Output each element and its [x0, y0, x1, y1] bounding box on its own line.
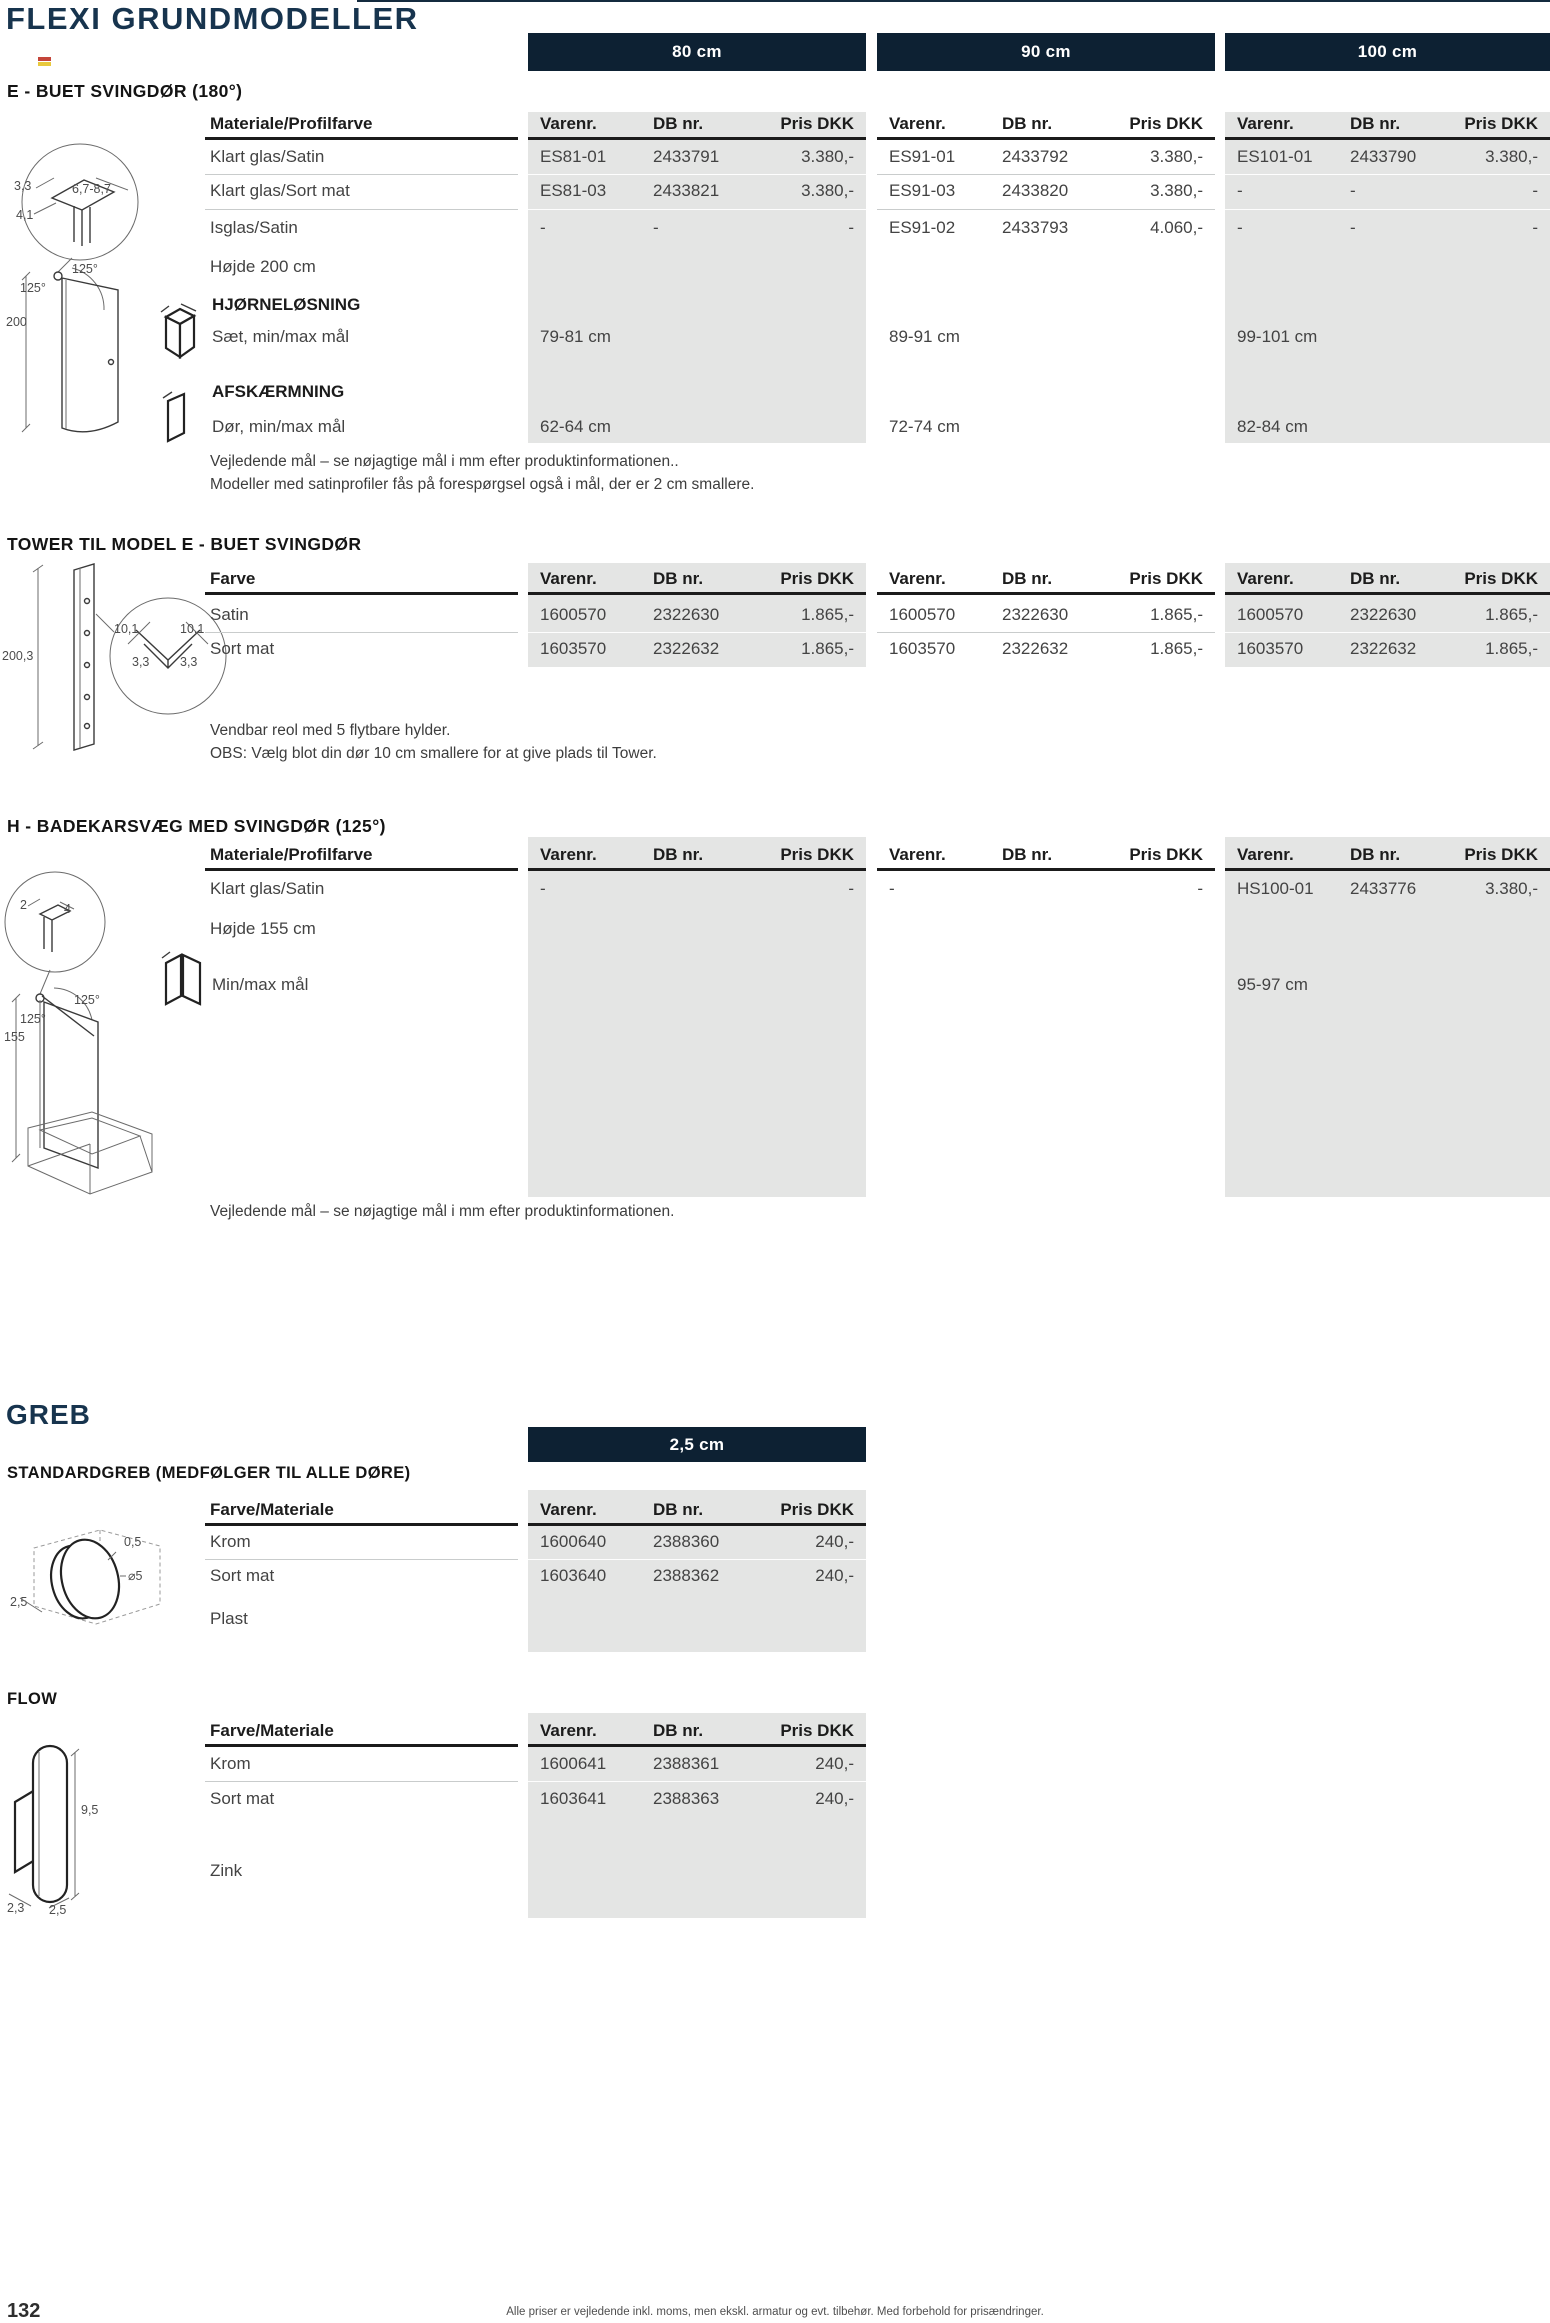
measure-value: 72-74 cm	[889, 417, 960, 436]
measure-row-label: Min/max mål	[212, 975, 309, 994]
cell-varenr: 1603641	[540, 1789, 607, 1808]
cell-db: 2322630	[1002, 605, 1069, 624]
row-label: Isglas/Satin	[210, 218, 298, 237]
row-separator	[1225, 174, 1550, 175]
diagram-label: 4,1	[16, 208, 34, 222]
row-separator	[877, 632, 1215, 633]
diagram-label: 4	[64, 902, 71, 916]
cell-pris: -	[848, 879, 854, 898]
cell-varenr: ES101-01	[1237, 147, 1313, 166]
column-header-pris: Pris DKK	[780, 1500, 854, 1519]
column-header-db: DB nr.	[1002, 114, 1053, 133]
diagram-label: 9,5	[81, 1803, 99, 1817]
cell-pris: 1.865,-	[1150, 605, 1203, 624]
header-rule	[205, 868, 518, 871]
diagram-label: 10,1	[114, 622, 139, 636]
cell-varenr: 1603570	[1237, 639, 1304, 658]
column-header-pris: Pris DKK	[780, 569, 854, 588]
row-separator	[205, 632, 518, 633]
cell-db: 2388360	[653, 1532, 720, 1551]
column-header-db: DB nr.	[653, 569, 704, 588]
cell-db: 2322632	[1002, 639, 1069, 658]
cell-varenr: 1600570	[1237, 605, 1304, 624]
row-label: Sort mat	[210, 639, 275, 658]
row-label: Klart glas/Sort mat	[210, 181, 350, 200]
cell-varenr: ES81-01	[540, 147, 607, 166]
column-header-label: Farve/Materiale	[210, 1500, 334, 1519]
column-header-pris: Pris DKK	[1464, 845, 1538, 864]
column-header-varenr: Varenr.	[889, 114, 946, 133]
cell-db: 2433792	[1002, 147, 1069, 166]
column-header-pris: Pris DKK	[1464, 114, 1538, 133]
column-header-db: DB nr.	[1350, 569, 1401, 588]
diagram-label: 2,5	[49, 1903, 67, 1917]
row-separator	[528, 632, 866, 633]
diagram-label: 155	[4, 1030, 25, 1044]
diagram-label: 6,7-8,7	[72, 182, 111, 196]
measure-value: 99-101 cm	[1237, 327, 1318, 346]
page-top-rule	[357, 0, 1550, 2]
cell-pris: 3.380,-	[1150, 181, 1203, 200]
column-header-varenr: Varenr.	[540, 569, 597, 588]
row-separator	[205, 174, 518, 175]
column-header-varenr: Varenr.	[540, 114, 597, 133]
column-header-label: Farve	[210, 569, 256, 588]
column-header-varenr: Varenr.	[889, 845, 946, 864]
column-header-pris: Pris DKK	[1129, 845, 1203, 864]
diagram-label: 3,3	[14, 179, 32, 193]
e-note-1: Vejledende mål – se nøjagtige mål i mm efter produktinformationen..	[210, 453, 679, 470]
row-label: Krom	[210, 1532, 251, 1551]
subsection-title: HJØRNELØSNING	[212, 295, 361, 314]
e-note-2: Modeller med satinprofiler fås på forespørgsel også i mål, der er 2 cm smallere.	[210, 476, 755, 493]
cell-varenr: 1603640	[540, 1566, 607, 1585]
header-rule	[528, 137, 866, 140]
color-registration-mark	[38, 57, 51, 66]
diagram-label: ⌀5	[128, 1569, 143, 1583]
header-rule	[205, 592, 518, 595]
diagram-label: 125°	[72, 262, 98, 276]
header-rule	[205, 1744, 518, 1747]
diagram-label: 2	[20, 898, 27, 912]
header-rule	[528, 868, 866, 871]
row-separator	[528, 174, 866, 175]
column-header-db: DB nr.	[653, 1721, 704, 1740]
cell-pris: -	[848, 218, 854, 237]
height-label: Højde 200 cm	[210, 257, 316, 276]
cell-varenr: -	[540, 218, 546, 237]
cell-pris: 1.865,-	[801, 605, 854, 624]
row-separator	[877, 209, 1215, 210]
section-h-title: H - BADEKARSVÆG MED SVINGDØR (125°)	[7, 816, 386, 836]
cell-pris: 3.380,-	[1150, 147, 1203, 166]
material-label: Plast	[210, 1609, 248, 1628]
row-label: Klart glas/Satin	[210, 147, 325, 166]
cell-varenr: 1600641	[540, 1754, 607, 1773]
cell-varenr: 1600570	[889, 605, 956, 624]
diagram-label: 3,3	[132, 655, 150, 669]
footer-note: Alle priser er vejledende inkl. moms, men ekskl. armatur og evt. tilbehør. Med forbehold for prisændringer.	[506, 2306, 1044, 2318]
measure-value: 89-91 cm	[889, 327, 960, 346]
corner-solution-icon	[156, 300, 204, 362]
row-separator	[1225, 632, 1550, 633]
column-header-varenr: Varenr.	[540, 845, 597, 864]
minmax-panels-icon	[158, 948, 208, 1008]
column-header-label: Materiale/Profilfarve	[210, 114, 373, 133]
column-header-varenr: Varenr.	[1237, 114, 1294, 133]
cell-pris: -	[1532, 181, 1538, 200]
header-rule	[1225, 592, 1550, 595]
column-header-db: DB nr.	[1002, 845, 1053, 864]
cell-varenr: ES91-03	[889, 181, 956, 200]
cell-varenr: ES91-02	[889, 218, 956, 237]
measure-value: 79-81 cm	[540, 327, 611, 346]
page-number: 132	[7, 2300, 41, 2322]
column-header-varenr: Varenr.	[1237, 845, 1294, 864]
greb-size-header: 2,5 cm	[528, 1427, 866, 1462]
diagram-label: 200	[6, 315, 27, 329]
cell-db: 2433820	[1002, 181, 1069, 200]
cell-pris: 1.865,-	[1485, 605, 1538, 624]
column-header-varenr: Varenr.	[540, 1500, 597, 1519]
cell-pris: 240,-	[815, 1566, 854, 1585]
section-greb-title: GREB	[6, 1399, 91, 1430]
cell-pris: 1.865,-	[1485, 639, 1538, 658]
cell-db: 2388362	[653, 1566, 720, 1585]
row-label: Klart glas/Satin	[210, 879, 325, 898]
column-header-db: DB nr.	[653, 1500, 704, 1519]
column-header-db: DB nr.	[1002, 569, 1053, 588]
row-separator	[1225, 209, 1550, 210]
header-rule	[877, 592, 1215, 595]
cell-pris: -	[1197, 879, 1203, 898]
diagram-label: 0,5	[124, 1535, 142, 1549]
material-label: Zink	[210, 1861, 243, 1880]
header-rule	[877, 137, 1215, 140]
diagram-label: 2,5	[10, 1595, 28, 1609]
cell-varenr: -	[1237, 181, 1243, 200]
header-rule	[205, 137, 518, 140]
measure-value: 62-64 cm	[540, 417, 611, 436]
cell-varenr: 1600640	[540, 1532, 607, 1551]
cell-db: 2388363	[653, 1789, 720, 1808]
row-separator	[877, 174, 1215, 175]
cell-pris: 240,-	[815, 1789, 854, 1808]
header-rule	[528, 1523, 866, 1526]
cell-pris: 3.380,-	[801, 181, 854, 200]
row-label: Satin	[210, 605, 249, 624]
cell-pris: 1.865,-	[1150, 639, 1203, 658]
greb-knob-diagram	[8, 1524, 178, 1636]
cell-varenr: -	[1237, 218, 1243, 237]
measure-value: 95-97 cm	[1237, 975, 1308, 994]
cell-db: 2388361	[653, 1754, 720, 1773]
tower-note-1: Vendbar reol med 5 flytbare hylder.	[210, 722, 451, 739]
tower-note-2: OBS: Vælg blot din dør 10 cm smallere for at give plads til Tower.	[210, 745, 657, 762]
cell-pris: 4.060,-	[1150, 218, 1203, 237]
cell-pris: 3.380,-	[1485, 879, 1538, 898]
cell-pris: -	[1532, 218, 1538, 237]
cell-db: 2322630	[653, 605, 720, 624]
header-rule	[1225, 868, 1550, 871]
cell-db: 2433821	[653, 181, 720, 200]
cell-db: 2322632	[1350, 639, 1417, 658]
cell-varenr: ES91-01	[889, 147, 956, 166]
section-tower-title: TOWER TIL MODEL E - BUET SVINGDØR	[7, 534, 362, 554]
diagram-label: 125°	[20, 1012, 46, 1026]
row-separator	[528, 209, 866, 210]
row-label: Krom	[210, 1754, 251, 1773]
flow-handle-diagram	[5, 1738, 135, 1918]
row-label: Sort mat	[210, 1566, 275, 1585]
tower-diagram	[0, 556, 240, 756]
diagram-label: 125°	[20, 281, 46, 295]
section-e-title: E - BUET SVINGDØR (180°)	[7, 81, 243, 101]
diagram-label: 2,3	[7, 1901, 25, 1915]
column-header-varenr: Varenr.	[889, 569, 946, 588]
diagram-label: 125°	[74, 993, 100, 1007]
measure-row-label: Dør, min/max mål	[212, 417, 346, 436]
cell-pris: 3.380,-	[801, 147, 854, 166]
cell-pris: 1.865,-	[801, 639, 854, 658]
subsection-title: AFSKÆRMNING	[212, 382, 345, 401]
column-header-db: DB nr.	[653, 114, 704, 133]
cell-db: 2433790	[1350, 147, 1417, 166]
cell-db: -	[1350, 218, 1356, 237]
diagram-label: 200,3	[2, 649, 34, 663]
header-rule	[877, 868, 1215, 871]
cell-varenr: 1603570	[540, 639, 607, 658]
cell-varenr: -	[889, 879, 895, 898]
row-separator	[205, 209, 518, 210]
column-header-label: Materiale/Profilfarve	[210, 845, 373, 864]
cell-db: 2433776	[1350, 879, 1417, 898]
cell-db: 2433791	[653, 147, 720, 166]
cell-db: 2322632	[653, 639, 720, 658]
row-separator	[205, 1559, 518, 1560]
header-rule	[1225, 137, 1550, 140]
h-note: Vejledende mål – se nøjagtige mål i mm efter produktinformationen.	[210, 1203, 675, 1220]
diagram-label: 10,1	[180, 622, 205, 636]
header-rule	[528, 1744, 866, 1747]
cell-db: 2322630	[1350, 605, 1417, 624]
row-separator	[205, 1781, 518, 1782]
cell-pris: 240,-	[815, 1532, 854, 1551]
cell-db: -	[1350, 181, 1356, 200]
measure-row-label: Sæt, min/max mål	[212, 327, 349, 346]
column-header-db: DB nr.	[1350, 845, 1401, 864]
header-rule	[528, 592, 866, 595]
column-header-pris: Pris DKK	[780, 845, 854, 864]
cell-db: 2433793	[1002, 218, 1069, 237]
h-bath-diagram	[0, 862, 190, 1200]
section-flow-title: FLOW	[7, 1690, 58, 1708]
diagram-label: 3,3	[180, 655, 198, 669]
row-separator	[528, 1781, 866, 1782]
size-header-80cm: 80 cm	[528, 33, 866, 71]
cell-varenr: ES81-03	[540, 181, 607, 200]
column-header-db: DB nr.	[653, 845, 704, 864]
cell-pris: 3.380,-	[1485, 147, 1538, 166]
cell-db: -	[653, 218, 659, 237]
screen-panel-icon	[158, 388, 194, 444]
column-header-varenr: Varenr.	[1237, 569, 1294, 588]
measure-value: 82-84 cm	[1237, 417, 1308, 436]
column-header-pris: Pris DKK	[1129, 114, 1203, 133]
column-header-varenr: Varenr.	[540, 1721, 597, 1740]
cell-varenr: HS100-01	[1237, 879, 1314, 898]
cell-pris: 240,-	[815, 1754, 854, 1773]
height-label: Højde 155 cm	[210, 919, 316, 938]
size-header-100cm: 100 cm	[1225, 33, 1550, 71]
size-header-90cm: 90 cm	[877, 33, 1215, 71]
cell-varenr: 1603570	[889, 639, 956, 658]
column-header-pris: Pris DKK	[780, 1721, 854, 1740]
header-rule	[205, 1523, 518, 1526]
column-header-pris: Pris DKK	[1464, 569, 1538, 588]
column-header-pris: Pris DKK	[1129, 569, 1203, 588]
column-header-db: DB nr.	[1350, 114, 1401, 133]
column-header-pris: Pris DKK	[780, 114, 854, 133]
row-label: Sort mat	[210, 1789, 275, 1808]
row-separator	[528, 1559, 866, 1560]
cell-varenr: 1600570	[540, 605, 607, 624]
cell-varenr: -	[540, 879, 546, 898]
column-header-label: Farve/Materiale	[210, 1721, 334, 1740]
greb-subtitle: STANDARDGREB (MEDFØLGER TIL ALLE DØRE)	[7, 1464, 411, 1482]
page-title: FLEXI GRUNDMODELLER	[6, 1, 419, 36]
